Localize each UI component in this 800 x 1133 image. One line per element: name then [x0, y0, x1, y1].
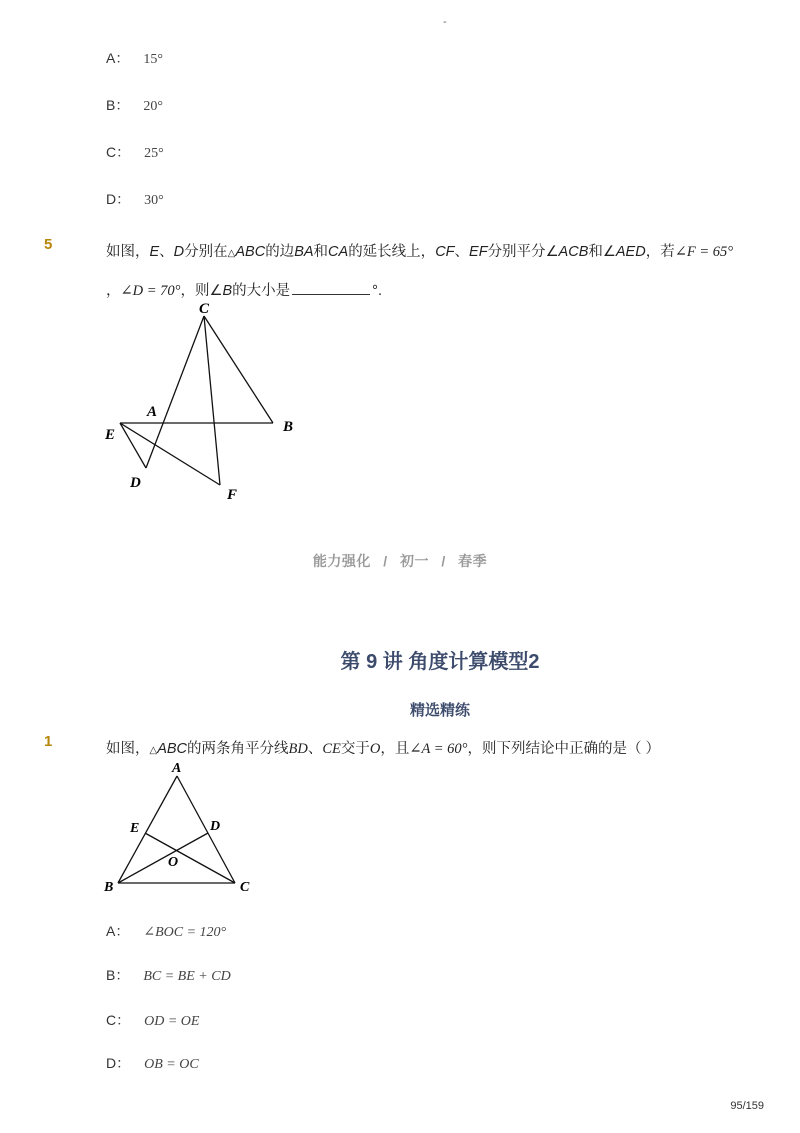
text-segment: 分别平分	[487, 244, 546, 260]
point-label-d: D	[130, 475, 141, 491]
lecture-title: 第 9 讲 角度计算模型2	[340, 651, 540, 673]
top-mark: -	[443, 16, 447, 28]
math-angle: ∠ACB	[545, 244, 589, 260]
math-var: EF	[469, 244, 488, 260]
breadcrumb-item: 春季	[458, 553, 488, 569]
option-value: 30°	[144, 193, 164, 208]
option-value: 25°	[144, 146, 164, 161]
q4-option-c[interactable]	[106, 142, 164, 162]
answer-blank[interactable]	[292, 282, 370, 295]
text-segment: 交于	[340, 741, 370, 757]
math-var: CE	[322, 741, 341, 757]
math-condition: ∠F = 65°	[674, 244, 734, 260]
text-segment: 、	[307, 741, 323, 757]
point-label-b: B	[104, 880, 114, 895]
segment-cf	[204, 316, 220, 485]
point-label-e: E	[130, 821, 140, 836]
segment-cb	[204, 316, 273, 423]
breadcrumb-separator: /	[383, 553, 388, 569]
text-segment: ，若	[645, 244, 675, 260]
option-label: C：	[106, 144, 131, 160]
page-number: 95/159	[730, 1100, 764, 1112]
math-var: CF	[435, 244, 455, 260]
option-label: A：	[106, 923, 130, 939]
option-value: ∠BOC = 120°	[143, 925, 227, 940]
point-label-b: B	[283, 419, 294, 435]
segment-ed	[120, 423, 146, 468]
breadcrumb-item: 初一	[400, 553, 429, 569]
point-label-d: D	[210, 819, 221, 834]
option-value: OB = OC	[144, 1057, 199, 1072]
option-label: A：	[106, 50, 130, 66]
text-segment: 的边	[265, 244, 295, 260]
q4-option-d[interactable]	[106, 189, 164, 209]
point-label-e: E	[105, 427, 116, 443]
text-segment: 的延长线上，	[348, 244, 436, 260]
option-value: OD = OE	[144, 1014, 200, 1029]
point-label-c: C	[240, 880, 250, 895]
text-segment: 、	[454, 244, 470, 260]
option-value: 20°	[143, 99, 163, 114]
text-segment: ，则	[180, 283, 210, 299]
q5-text-line1	[106, 240, 733, 261]
text-segment: ，	[106, 283, 121, 299]
breadcrumb-item: 能力强化	[312, 553, 371, 569]
q1-option-a[interactable]	[106, 921, 226, 941]
text-segment: 的两条角平分线	[187, 741, 289, 757]
text-segment: °.	[372, 283, 382, 299]
option-value: 15°	[143, 52, 163, 67]
q5-geometry-figure	[95, 296, 315, 511]
math-var: ABC	[235, 244, 266, 260]
option-label: D：	[106, 1055, 131, 1071]
text-segment: 如图，	[106, 741, 150, 757]
section-title: 精选精练	[409, 702, 470, 719]
math-angle: ∠AED	[602, 244, 646, 260]
math-var: CA	[328, 244, 349, 260]
breadcrumb	[0, 551, 800, 571]
point-label-f: F	[227, 487, 238, 503]
math-condition: ∠A = 60°	[409, 741, 468, 757]
q1-option-d[interactable]	[106, 1053, 199, 1073]
math-var: O	[369, 741, 381, 757]
breadcrumb-separator: /	[441, 553, 446, 569]
text-segment: 如图，	[106, 244, 150, 260]
text-segment: 和	[588, 244, 603, 260]
text-segment: 分别在	[184, 244, 228, 260]
q4-option-a[interactable]	[106, 48, 163, 68]
point-label-a: A	[147, 404, 158, 420]
q1-geometry-figure	[100, 758, 260, 898]
option-label: C：	[106, 1012, 131, 1028]
triangle-symbol: △	[149, 745, 158, 756]
math-var: BD	[288, 741, 308, 757]
math-var: ABC	[157, 741, 188, 757]
text-segment: 、	[159, 244, 174, 260]
option-label: B：	[106, 97, 130, 113]
math-var: D	[173, 244, 185, 260]
q1-option-b[interactable]	[106, 965, 231, 985]
question-number-5: 5	[44, 236, 53, 253]
text-segment: 的大小是	[232, 283, 291, 299]
q4-option-b[interactable]	[106, 95, 163, 115]
math-var: E	[149, 244, 160, 260]
point-label-c: C	[199, 301, 210, 317]
point-label-o: O	[168, 855, 179, 870]
math-var: BA	[294, 244, 314, 260]
triangle-symbol: △	[227, 248, 236, 259]
q1-text	[106, 737, 660, 758]
text-segment: ，则下列结论中正确的是（ ）	[467, 741, 660, 757]
point-label-a: A	[172, 761, 182, 776]
math-angle: ∠B	[209, 283, 233, 299]
q1-option-c[interactable]	[106, 1010, 199, 1030]
question-number-1: 1	[44, 733, 53, 750]
text-segment: ，且	[380, 741, 410, 757]
option-label: D：	[106, 191, 131, 207]
option-value: BC = BE + CD	[143, 969, 231, 984]
math-condition: ∠D = 70°	[120, 283, 181, 299]
text-segment: 和	[313, 244, 329, 260]
option-label: B：	[106, 967, 130, 983]
